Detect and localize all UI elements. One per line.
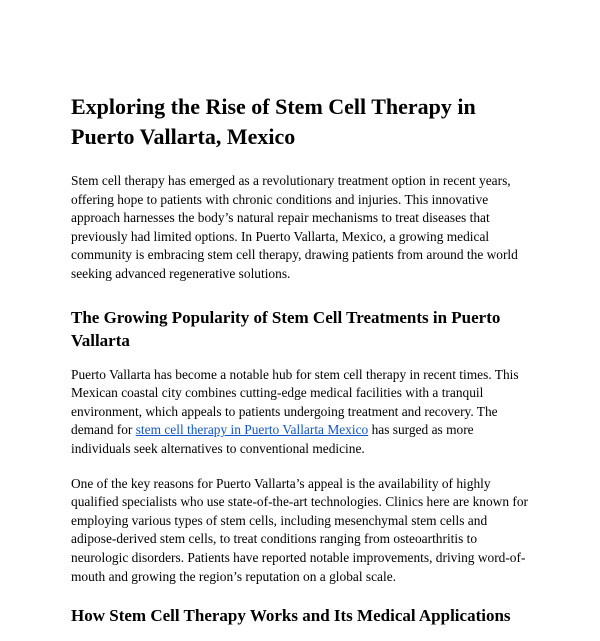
- section-heading-popularity: The Growing Popularity of Stem Cell Treatments in Puerto Vallarta: [71, 307, 501, 350]
- paragraph-text-after-link: has surged as more individuals seek alternatives to conventional medicine.: [71, 422, 474, 456]
- popularity-paragraph-2: One of the key reasons for Puerto Vallarta’s appeal is the availability of highly qualified specialists who use state-of-the-art technologies. Clinics here are known for employing various types of stem cells, including mesenchymal stem cells and adipose-derived stem cells, to treat conditions ranging from osteoarthritis to neurologic disorders. Patients have reported notable improvements, driving word-of-mouth and growing the region’s reputation on a global scale.: [71, 475, 528, 584]
- article-title: Exploring the Rise of Stem Cell Therapy in Puerto Vallarta, Mexico: [71, 94, 476, 149]
- section-heading-how-it-works: How Stem Cell Therapy Works and Its Medical Applications: [71, 606, 511, 626]
- article-body: [71, 92, 533, 641]
- stem-cell-therapy-link[interactable]: stem cell therapy in Puerto Vallarta Mexico: [135, 422, 369, 438]
- popularity-paragraph-1: [71, 366, 533, 459]
- intro-paragraph: Stem cell therapy has emerged as a revolutionary treatment option in recent years, offering hope to patients with chronic conditions and injuries. This innovative approach harnesses the body’s natural repair mechanisms to treat diseases that previously had limited options. In Puerto Vallarta, Mexico, a growing medical community is embracing stem cell therapy, drawing patients from around the world seeking advanced regenerative solutions.: [71, 173, 518, 281]
- paragraph-text-before-link: Puerto Vallarta has become a notable hub for stem cell therapy in recent times. This Mexican coastal city combines cutting-edge medical facilities with a tranquil environment, which appeals to patients undergoing treatment and recovery. The demand for: [71, 366, 519, 438]
